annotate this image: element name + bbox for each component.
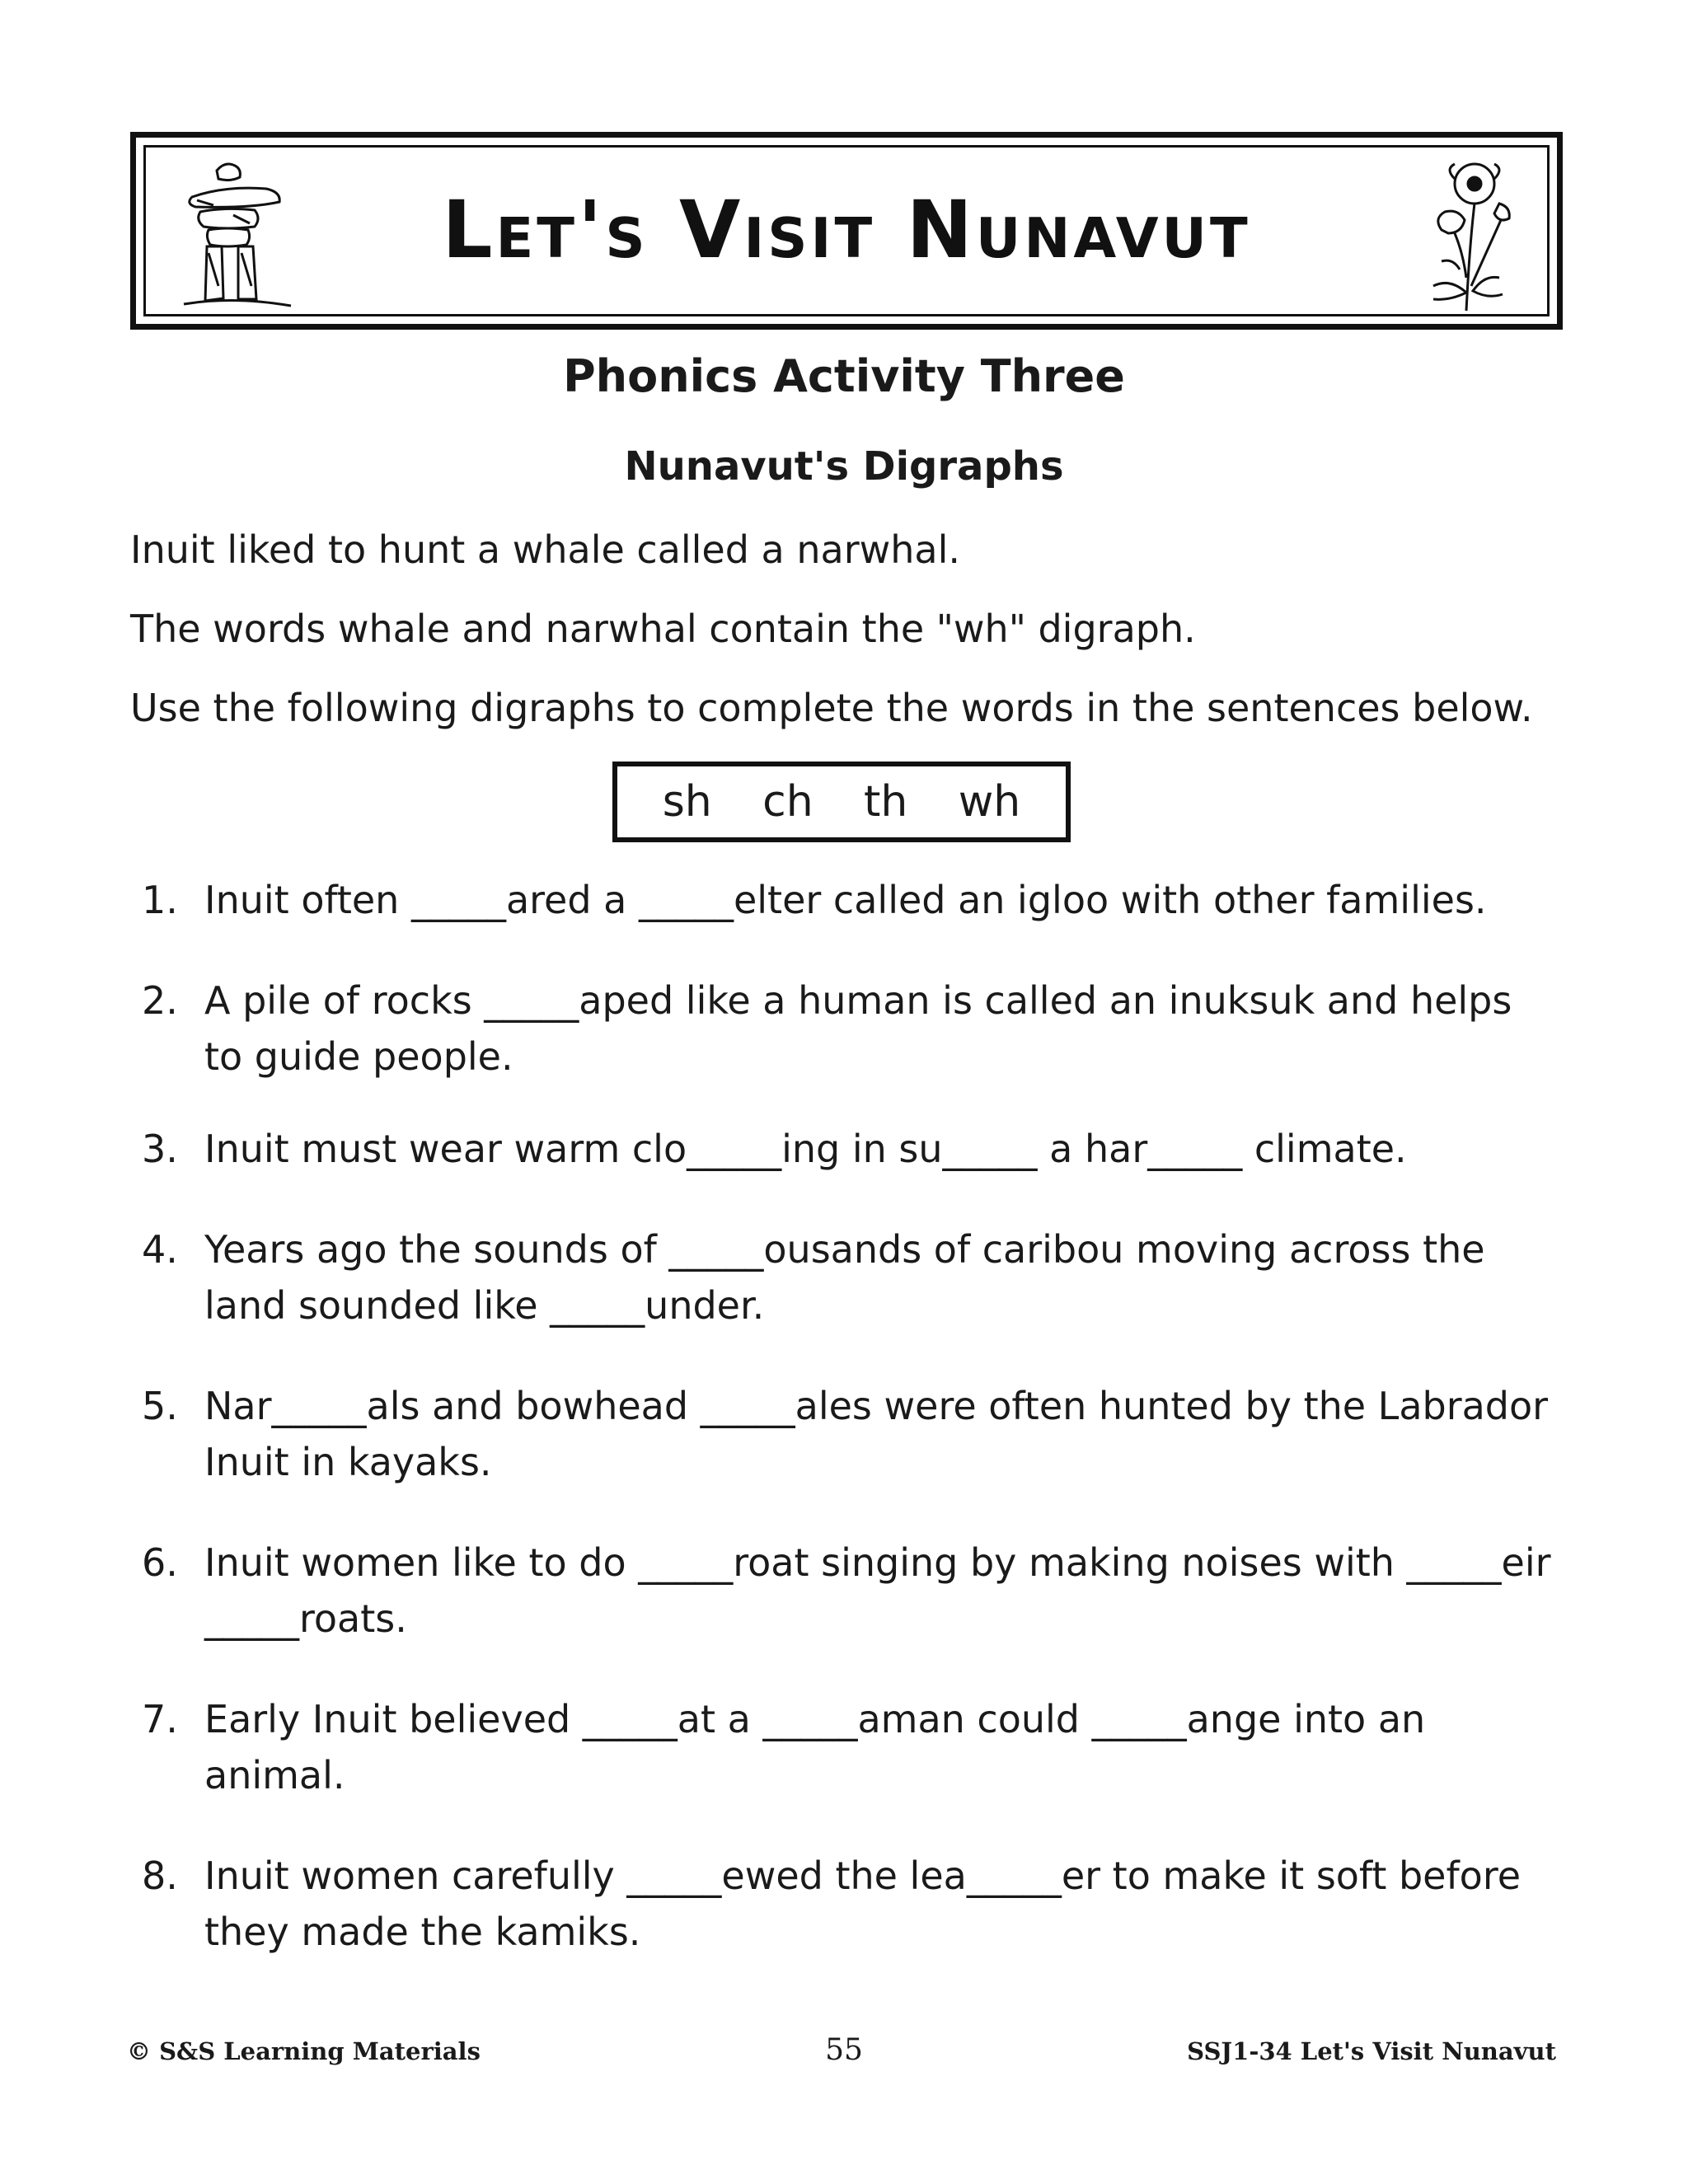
footer-publisher: © S&S Learning Materials [127,2037,481,2065]
item-number: 7. [142,1697,178,1741]
page-subtitle: Nunavut's Digraphs [624,443,1064,490]
item-sentence: Nar_____als and bowhead _____ales were often hunted by the Labrador Inuit in kayaks. [204,1384,1549,1484]
footer-series-title: SSJ1-34 Let's Visit Nunavut [1187,2037,1556,2065]
digraph-sh: sh [662,777,712,827]
intro-line-2: The words whale and narwhal contain the "wh" digraph. [130,607,1196,651]
poppy-flower-icon [1409,154,1524,319]
page-number: 55 [825,2033,863,2067]
intro-line-1: Inuit liked to hunt a whale called a narwhal. [130,527,960,572]
item-sentence: Early Inuit believed _____at a _____aman could _____ange into an animal. [204,1697,1426,1797]
item-number: 1. [142,878,178,922]
item-sentence: A pile of rocks _____aped like a human is called an inuksuk and helps to guide people. [204,978,1512,1079]
item-number: 6. [142,1540,178,1585]
item-sentence: Years ago the sounds of _____ousands of caribou moving across the land sounded like _____under. [204,1227,1485,1328]
item-sentence: Inuit women carefully _____ewed the lea_____er to make it soft before they made the kamiks. [204,1854,1522,1954]
item-number: 8. [142,1854,178,1898]
item-number: 4. [142,1227,178,1272]
item-number: 3. [142,1127,178,1171]
item-sentence: Inuit women like to do _____roat singing by making noises with _____eir _____roats. [204,1540,1551,1641]
item-number: 2. [142,978,178,1023]
banner-title: Let's Visit Nunavut [442,184,1251,276]
title-banner [130,132,1563,330]
item-sentence: Inuit often _____ared a _____elter called an igloo with other families. [204,878,1487,922]
item-sentence: Inuit must wear warm clo_____ing in su_____ a har_____ climate. [204,1127,1407,1171]
digraph-ch: ch [762,777,814,827]
digraph-box [612,762,1071,842]
digraph-th: th [864,777,908,827]
digraph-wh: wh [958,777,1021,827]
item-number: 5. [142,1384,178,1428]
intro-line-3: Use the following digraphs to complete the words in the sentences below. [130,686,1533,730]
page-title: Phonics Activity Three [563,350,1125,402]
